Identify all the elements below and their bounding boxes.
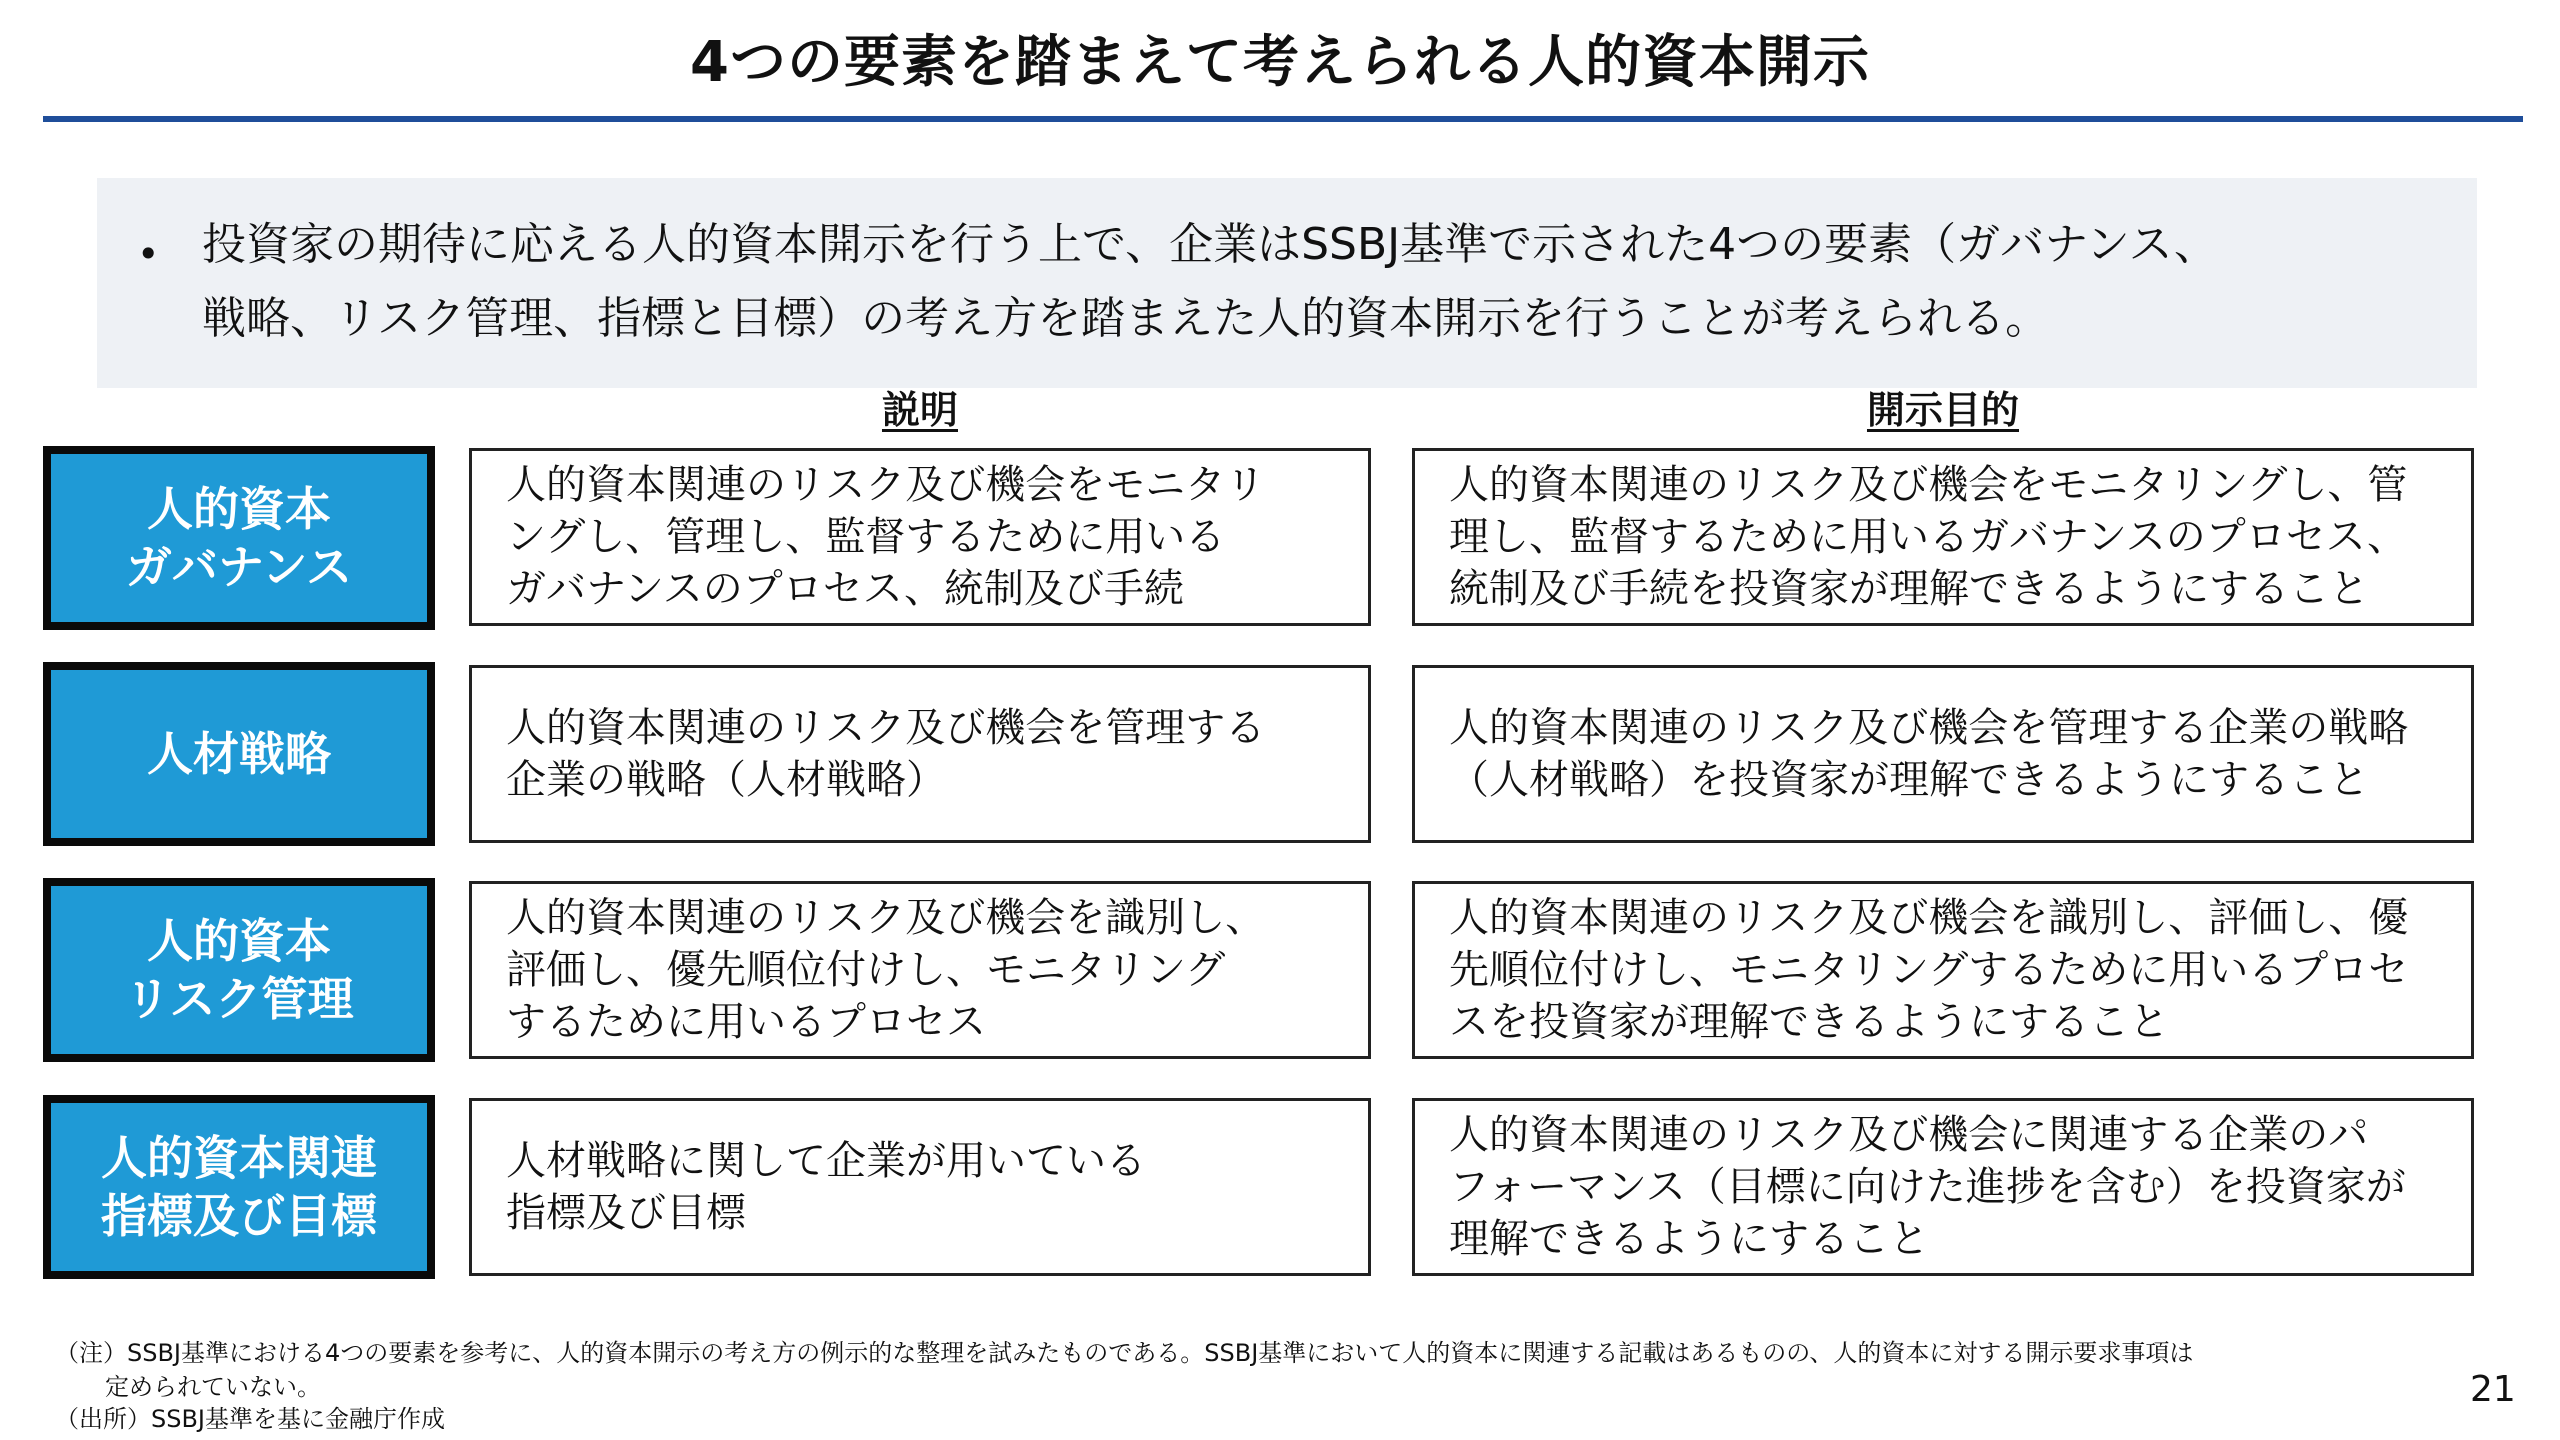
summary-line-2: 戦略、リスク管理、指標と目標）の考え方を踏まえた人的資本開示を行うことが考えられる。: [202, 293, 2050, 344]
footnote-line-1: （注）SSBJ基準における4つの要素を参考に、人的資本開示の考え方の例示的な整理を試みたものである。SSBJ基準において人的資本に関連する記載はあるものの、人的資本に対する開示要求事項は: [55, 1339, 2194, 1367]
row-description-metrics-targets: 人材戦略に関して企業が用いている 指標及び目標: [469, 1098, 1371, 1276]
row-label-governance: 人的資本 ガバナンス: [43, 446, 435, 630]
column-header-purpose: 開示目的: [1866, 388, 2019, 432]
row-purpose-metrics-targets: 人的資本関連のリスク及び機会に関連する企業のパ フォーマンス（目標に向けた進捗を含む）を投資家が 理解できるようにすること: [1412, 1098, 2474, 1276]
row-label-strategy: 人材戦略: [43, 662, 435, 846]
row-purpose-risk-management: 人的資本関連のリスク及び機会を識別し、評価し、優 先順位付けし、モニタリングするために用いるプロセ スを投資家が理解できるようにすること: [1412, 881, 2474, 1059]
row-description-strategy: 人的資本関連のリスク及び機会を管理する 企業の戦略（人材戦略）: [469, 665, 1371, 843]
footnote-line-2: 定められていない。: [105, 1373, 321, 1401]
page-title: 4つの要素を踏まえて考えられる人的資本開示: [690, 30, 1870, 95]
summary-text: [202, 208, 2442, 356]
title-divider: [43, 116, 2523, 122]
summary-box: [97, 178, 2477, 388]
column-header-description: 説明: [881, 388, 958, 432]
row-label-metrics-targets: 人的資本関連 指標及び目標: [43, 1095, 435, 1279]
row-purpose-strategy: 人的資本関連のリスク及び機会を管理する企業の戦略 （人材戦略）を投資家が理解できるようにすること: [1412, 665, 2474, 843]
row-label-risk-management: 人的資本 リスク管理: [43, 878, 435, 1062]
bullet-icon: •: [137, 232, 160, 276]
source-note: （出所）SSBJ基準を基に金融庁作成: [55, 1405, 446, 1433]
row-description-governance: 人的資本関連のリスク及び機会をモニタリ ングし、管理し、監督するために用いる ガバナンスのプロセス、統制及び手続: [469, 448, 1371, 626]
summary-line-1: 投資家の期待に応える人的資本開示を行う上で、企業はSSBJ基準で示された4つの要素（ガバナンス、: [202, 219, 2218, 270]
row-description-risk-management: 人的資本関連のリスク及び機会を識別し、 評価し、優先順位付けし、モニタリング するために用いるプロセス: [469, 881, 1371, 1059]
row-purpose-governance: 人的資本関連のリスク及び機会をモニタリングし、管 理し、監督するために用いるガバナンスのプロセス、 統制及び手続を投資家が理解できるようにすること: [1412, 448, 2474, 626]
page-number: 21: [2470, 1369, 2516, 1410]
